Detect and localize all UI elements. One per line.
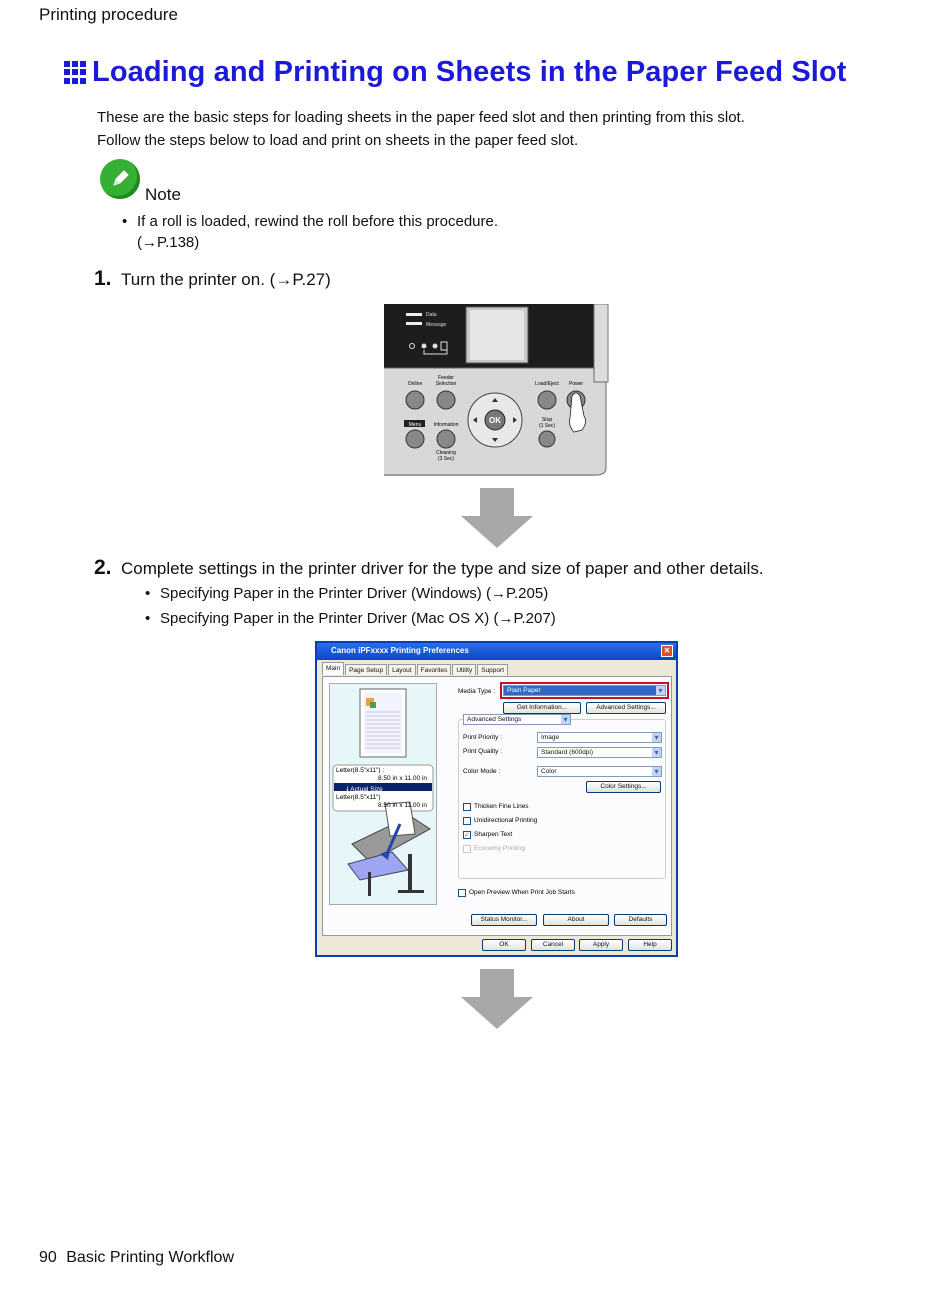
page-number: 90 <box>39 1249 57 1266</box>
page-title: Loading and Printing on Sheets in the Paper Feed Slot <box>92 56 847 88</box>
note-item-link[interactable]: (→P.138) <box>137 234 200 251</box>
print-priority-select[interactable]: Image ▾ <box>537 732 662 743</box>
svg-text:Load/Eject: Load/Eject <box>535 381 559 387</box>
printing-preferences-dialog <box>315 641 678 957</box>
paper-size-label: Letter(8.5"x11") : <box>336 767 385 774</box>
tab-utility[interactable]: Utility <box>452 664 476 675</box>
tab-layout[interactable]: Layout <box>388 664 416 675</box>
cancel-button[interactable]: Cancel <box>531 939 575 951</box>
section-title-block <box>64 56 847 89</box>
thicken-fine-lines-checkbox[interactable] <box>463 803 471 811</box>
open-preview-label: Open Preview When Print Job Starts <box>469 889 575 896</box>
economy-label: Economy Printing <box>474 845 525 852</box>
svg-text:Feeder: Feeder <box>438 375 454 381</box>
intro-line: These are the basic steps for loading sheets in the paper feed slot and then printing from this slot. <box>97 109 745 126</box>
help-button[interactable]: Help <box>628 939 672 951</box>
step-number: 1. <box>94 267 112 290</box>
output-size-label: Letter(8.5"x11") <box>336 794 381 801</box>
bullet-dot: • <box>122 213 128 230</box>
tab-support[interactable]: Support <box>477 664 508 675</box>
step-number: 2. <box>94 556 112 579</box>
unidirectional-label: Unidirectional Printing <box>474 817 538 824</box>
printer-control-panel <box>384 304 610 476</box>
note-label: Note <box>145 185 181 204</box>
thicken-fine-lines-label: Thicken Fine Lines <box>474 803 529 810</box>
grid-icon <box>64 61 88 85</box>
output-size-dimensions: 8.50 in x 11.00 in <box>378 802 428 809</box>
page-footer <box>39 1249 234 1267</box>
settings-group <box>458 719 666 879</box>
svg-text:Selection: Selection <box>435 381 457 387</box>
bullet-link[interactable]: Specifying Paper in the Printer Driver (Mac OS X) (→P.207) <box>160 610 556 627</box>
color-mode-label: Color Mode : <box>463 768 501 775</box>
ok-button[interactable]: OK <box>482 939 526 951</box>
open-preview-checkbox[interactable] <box>458 889 466 897</box>
step-text: Turn the printer on. (→P.27) <box>121 270 331 289</box>
step-1 <box>94 267 331 291</box>
get-information-button[interactable]: Get Information... <box>503 702 581 714</box>
svg-text:Stop: Stop <box>541 417 553 423</box>
about-button[interactable]: About <box>543 914 609 926</box>
svg-text:Message: Message <box>426 322 447 328</box>
svg-text:Menu: Menu <box>408 422 422 428</box>
svg-text:(1 Sec): (1 Sec) <box>538 423 556 429</box>
intro-line: Follow the steps below to load and print on sheets in the paper feed slot. <box>97 132 579 149</box>
color-settings-button[interactable]: Color Settings... <box>586 781 661 793</box>
dialog-title: Canon iPFxxxx Printing Preferences <box>331 646 469 655</box>
actual-size-label: 🠗 Actual Size <box>346 786 383 793</box>
down-arrow-icon <box>461 488 533 548</box>
paper-size-dimensions: 8.50 in x 11.00 in <box>378 775 428 782</box>
step-2-bullet: • Specifying Paper in the Printer Driver (Mac OS X) (→P.207) <box>145 610 556 627</box>
close-icon[interactable]: ✕ <box>661 645 673 657</box>
print-quality-label: Print Quality : <box>463 748 503 755</box>
step-2 <box>94 556 764 580</box>
tab-main[interactable]: Main <box>322 662 344 675</box>
svg-text:(3 Sec): (3 Sec) <box>437 456 455 462</box>
tab-page-setup[interactable]: Page Setup <box>345 664 387 675</box>
intro-text <box>97 106 745 152</box>
svg-text:Cleaning: Cleaning <box>436 450 456 456</box>
economy-checkbox <box>463 845 471 853</box>
svg-text:OK: OK <box>489 416 501 425</box>
dialog-title-bar <box>317 643 676 660</box>
color-mode-select[interactable]: Color ▾ <box>537 766 662 777</box>
down-arrow-icon <box>461 969 533 1029</box>
note-item <box>122 211 498 253</box>
defaults-button[interactable]: Defaults <box>614 914 667 926</box>
print-quality-select[interactable]: Standard (600dpi) ▾ <box>537 747 662 758</box>
apply-button[interactable]: Apply <box>579 939 623 951</box>
dialog-tabs <box>322 664 509 675</box>
footer-section: Basic Printing Workflow <box>66 1249 235 1266</box>
tab-favorites[interactable]: Favorites <box>417 664 452 675</box>
advanced-settings-button[interactable]: Advanced Settings... <box>586 702 666 714</box>
sharpen-text-checkbox[interactable]: ✓ <box>464 832 470 839</box>
running-header: Printing procedure <box>39 5 178 24</box>
advanced-settings-select[interactable]: Advanced Settings ▾ <box>463 714 571 725</box>
note-item-text: If a roll is loaded, rewind the roll before this procedure. <box>137 213 499 230</box>
svg-text:Information: Information <box>433 422 459 428</box>
svg-text:Data: Data <box>426 312 437 318</box>
status-monitor-button[interactable]: Status Monitor... <box>471 914 537 926</box>
print-priority-label: Print Priority : <box>463 734 503 741</box>
step-2-bullet: • Specifying Paper in the Printer Driver (Windows) (→P.205) <box>145 585 549 602</box>
pencil-note-icon <box>100 159 140 199</box>
main-tab-panel <box>322 676 672 936</box>
step-text: Complete settings in the printer driver for the type and size of paper and other details. <box>121 559 764 578</box>
down-arrow-small-icon: 🠗 <box>346 786 349 793</box>
preview-pane <box>329 683 437 905</box>
sharpen-text-label: Sharpen Text <box>474 831 513 838</box>
media-type-label: Media Type : <box>458 688 496 695</box>
unidirectional-checkbox[interactable] <box>463 817 471 825</box>
svg-text:Power: Power <box>568 381 584 387</box>
bullet-link[interactable]: Specifying Paper in the Printer Driver (Windows) (→P.205) <box>160 585 549 602</box>
media-type-select[interactable]: Plain Paper ▾ <box>503 685 666 696</box>
svg-text:Online: Online <box>407 381 423 387</box>
